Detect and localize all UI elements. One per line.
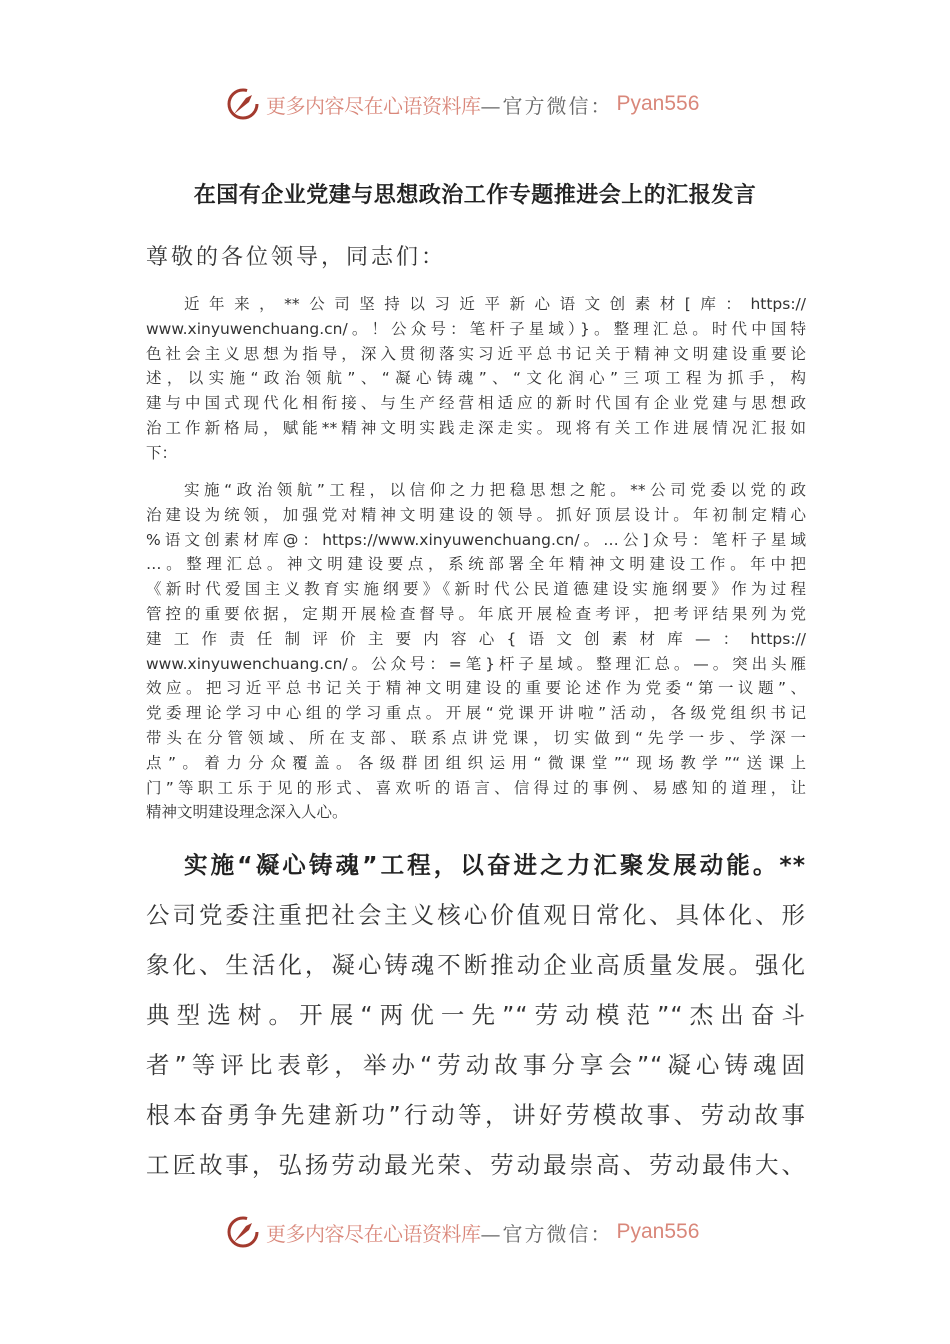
text-line: 党委理论学习中心组的学习重点。开展“党课开讲啦”活动，各级党组织书记 bbox=[146, 704, 806, 723]
text-line: 治建设为统领，加强党对精神文明建设的领导。抓好顶层设计。年初制定精心 bbox=[146, 505, 806, 524]
text-line: 典型选树。开展“两优一先”“劳动模范”“杰出奋斗 bbox=[146, 1001, 806, 1029]
salutation: 尊敬的各位领导，同志们： bbox=[146, 245, 447, 270]
banner-wechat-label: —官方微信： bbox=[480, 93, 613, 118]
text-line: 治工作新格局，赋能**精神文明实践走深走实。现将有关工作进展情况汇报如 bbox=[146, 418, 806, 437]
text-line: 建工作责任制评价主要内容心{语文创素材库—：https:// bbox=[146, 629, 806, 648]
text-line: 根本奋勇争先建新功”行动等，讲好劳模故事、劳动故事 bbox=[146, 1101, 806, 1129]
banner-text: 更多内容尽在心语资料库 bbox=[266, 1221, 481, 1246]
text-line: 近年来，**公司坚持以习近平新心语文创素材[库：https:// bbox=[184, 295, 806, 313]
banner-wechat-id: Pyan556 bbox=[616, 92, 700, 115]
text-line: 点”。着力分众覆盖。各级群团组织运用“微课堂”“现场教学”“送课上 bbox=[146, 753, 806, 772]
paragraph-political-leadership bbox=[146, 478, 806, 825]
text-line: 建与中国式现代化相衔接、与生产经营相适应的新时代国有企业党建与思想政 bbox=[146, 394, 806, 413]
text-line: 实施“凝心铸魂”工程，以奋进之力汇聚发展动能。** bbox=[184, 851, 806, 879]
text-line: %语文创素材库@：https://www.xinyuwenchuang.cn/。…公]众号：笔杆子星域 bbox=[146, 530, 806, 549]
header-watermark-banner bbox=[226, 84, 726, 124]
text-line: 精神文明建设理念深入人心。 bbox=[146, 803, 348, 822]
footer-watermark-banner bbox=[226, 1212, 726, 1252]
text-line: 管控的重要依据，定期开展检查督导。年底开展检查考评，把考评结果列为党 bbox=[146, 604, 806, 623]
text-line: 带头在分管领域、所在支部、联系点讲党课，切实做到“先学一步、学深一 bbox=[146, 728, 806, 747]
banner-wechat-id: Pyan556 bbox=[616, 1220, 700, 1243]
text-line: 象化、生活化，凝心铸魂不断推动企业高质量发展。强化 bbox=[146, 951, 806, 979]
text-line: 色社会主义思想为指导，深入贯彻落实习近平总书记关于精神文明建设重要论 bbox=[146, 344, 806, 363]
text-line: 述，以实施“政治领航”、“凝心铸魂”、“文化润心”三项工程为抓手，构 bbox=[146, 369, 806, 388]
text-line: 工匠故事，弘扬劳动最光荣、劳动最崇高、劳动最伟大、 bbox=[146, 1151, 806, 1179]
banner-text: 更多内容尽在心语资料库 bbox=[266, 93, 481, 118]
text-line: 者”等评比表彰，举办“劳动故事分享会”“凝心铸魂固 bbox=[146, 1051, 806, 1079]
text-line: www.xinyuwenchuang.cn/。！公众号：笔杆子星域）}。整理汇总。时代中国特 bbox=[146, 319, 806, 338]
text-line: 效应。把习近平总书记关于精神文明建设的重要论述作为党委“第一议题”、 bbox=[146, 679, 806, 698]
text-line: 下： bbox=[146, 443, 178, 462]
paragraph-cohesion bbox=[146, 840, 806, 1190]
text-line: 门”等职工乐于见的形式、喜欢听的语言、信得过的事例、易感知的道理，让 bbox=[146, 778, 806, 797]
text-line: …。整理汇总。神文明建设要点，系统部署全年精神文明建设工作。年中把 bbox=[146, 555, 806, 574]
banner-wechat-label: —官方微信： bbox=[480, 1221, 613, 1246]
document-title: 在国有企业党建与思想政治工作专题推进会上的汇报发言 bbox=[193, 182, 757, 208]
paragraph-intro bbox=[146, 292, 806, 466]
quill-logo-icon bbox=[226, 87, 260, 121]
text-line: www.xinyuwenchuang.cn/。公众号：=笔}杆子星域。整理汇总。—。突出头雁 bbox=[146, 654, 806, 673]
text-line: 公司党委注重把社会主义核心价值观日常化、具体化、形 bbox=[146, 901, 806, 929]
text-line: 《新时代爱国主义教育实施纲要》《新时代公民道德建设实施纲要》作为过程 bbox=[146, 580, 806, 599]
text-line: 实施“政治领航”工程，以信仰之力把稳思想之舵。**公司党委以党的政 bbox=[184, 481, 806, 499]
quill-logo-icon bbox=[226, 1215, 260, 1249]
